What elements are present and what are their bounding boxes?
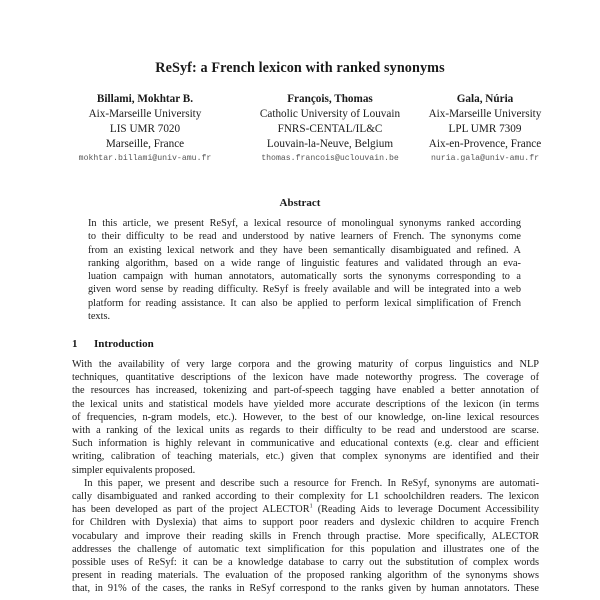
body-line: the lexical units and statistical models have yielded more accurate descriptions of the lexicon (in terms (72, 398, 539, 410)
body-line: With the availability of very large corpora and the growing maturity of corpus linguistics and NLP (72, 359, 539, 370)
author-email: thomas.francois@uclouvain.be (261, 154, 399, 163)
author-name: Gala, Núria (456, 93, 514, 105)
body-line: simpler equivalents proposed. (72, 464, 196, 476)
abstract-text (88, 217, 521, 323)
introduction-text (72, 358, 539, 596)
body-line: vocabulary and improve their reading skills in French through practise. More specifically, ALECTOR (72, 530, 539, 542)
footnote-marker[interactable]: 1 (309, 503, 313, 510)
body-line: that, in 91% of the cases, the ranks in ReSyf correspond to the ranks given by human annotators. These (72, 583, 539, 595)
abstract-heading: Abstract (279, 197, 321, 209)
body-line: Such information is highly relevant in communicative and educational contexts (e.g. clear and efficient (72, 438, 539, 450)
author-3 (395, 92, 575, 166)
body-line: with a ranking of the lexical units as regards to their difficulty to be read and understood are scarse. (72, 425, 539, 437)
author-location: Marseille, France (105, 138, 185, 150)
body-line: of frequencies, n-gram models, etc.). However, to the best of our knowledge, on-line lexical resources (72, 411, 539, 423)
author-lab: LPL UMR 7309 (448, 123, 522, 135)
abstract-line: given word sense by reading difficulty. ReSyf is freely available and will be integrated into a web (88, 284, 521, 296)
abstract-line: platform for reading assistance. It can also be applied to perform lexical simplification of French (88, 297, 521, 309)
author-email: nuria.gala@univ-amu.fr (430, 154, 540, 163)
author-email: mokhtar.billami@univ-amu.fr (78, 154, 212, 163)
body-line: for Children with Dyslexia) that aims to support poor readers and dyslexic children to acquire French (72, 517, 539, 529)
body-line: cally disambiguated and ranked according to their complexity for L1 schoolchildren readers. The lexicon (72, 491, 539, 503)
abstract-line: luation campaign with human annotators, automatically sorts the synonyms corresponding to a (88, 271, 521, 283)
author-location: Louvain-la-Neuve, Belgium (266, 138, 394, 150)
alector-tail: (Reading Aids to leverage Document Accessibility (312, 504, 539, 516)
body-line: In this paper, we present and describe such a resource for French. In ReSyf, synonyms are automati- (84, 477, 539, 489)
body-line-alector (72, 503, 539, 516)
author-affiliation: Aix-Marseille University (88, 108, 202, 120)
abstract-line: texts. (88, 311, 111, 323)
body-line: the resources has increased, tokenizing and part-of-speech tagging have enabled a better annotation of (72, 385, 539, 397)
body-line: techniques, quantitative descriptions of the lexicon have made noteworthy progress. The coverage of (72, 372, 539, 384)
section-number: 1 (72, 338, 78, 350)
paper-title: ReSyf: a French lexicon with ranked synonyms (155, 60, 445, 76)
section-title: Introduction (94, 338, 154, 350)
author-name: Billami, Mokhtar B. (96, 93, 194, 105)
author-lab: LIS UMR 7020 (109, 123, 181, 135)
author-lab: FNRS-CENTAL/IL&C (277, 123, 383, 135)
author-block (0, 92, 600, 172)
body-line: writing, calibration of teaching materials, etc.) given that complex synonyms are identified and their (72, 451, 539, 463)
author-affiliation: Catholic University of Louvain (259, 108, 401, 120)
body-line: possible uses of ReSyf: it can be a knowledge database to carry out the substitution of complex words (72, 557, 539, 569)
abstract-line: from an existing lexical network and they have been semantically disambiguated and refined. A (88, 244, 521, 256)
body-line: addresses the challenge of automatic text simplification for this population and illustrates one of the (72, 543, 539, 555)
body-line: present in reading materials. The evaluation of the proposed ranking algorithm of the synonyms shows (72, 570, 539, 582)
author-affiliation: Aix-Marseille University (428, 108, 542, 120)
abstract-line: ranking algorithm, based on a wide range of linguistic features and validated through an eva- (88, 257, 521, 269)
abstract-line: In this article, we present ReSyf, a lexical resource of monolingual synonyms ranked according (88, 218, 521, 229)
author-name: François, Thomas (287, 93, 373, 105)
author-location: Aix-en-Provence, France (428, 138, 542, 150)
abstract-line: to their difficulty to be read and understood by native learners of French. The synonyms come (88, 231, 521, 243)
alector-text: has been developed as part of the project ALECTOR (72, 504, 310, 516)
author-1 (40, 92, 250, 166)
section-heading-introduction (72, 338, 154, 350)
